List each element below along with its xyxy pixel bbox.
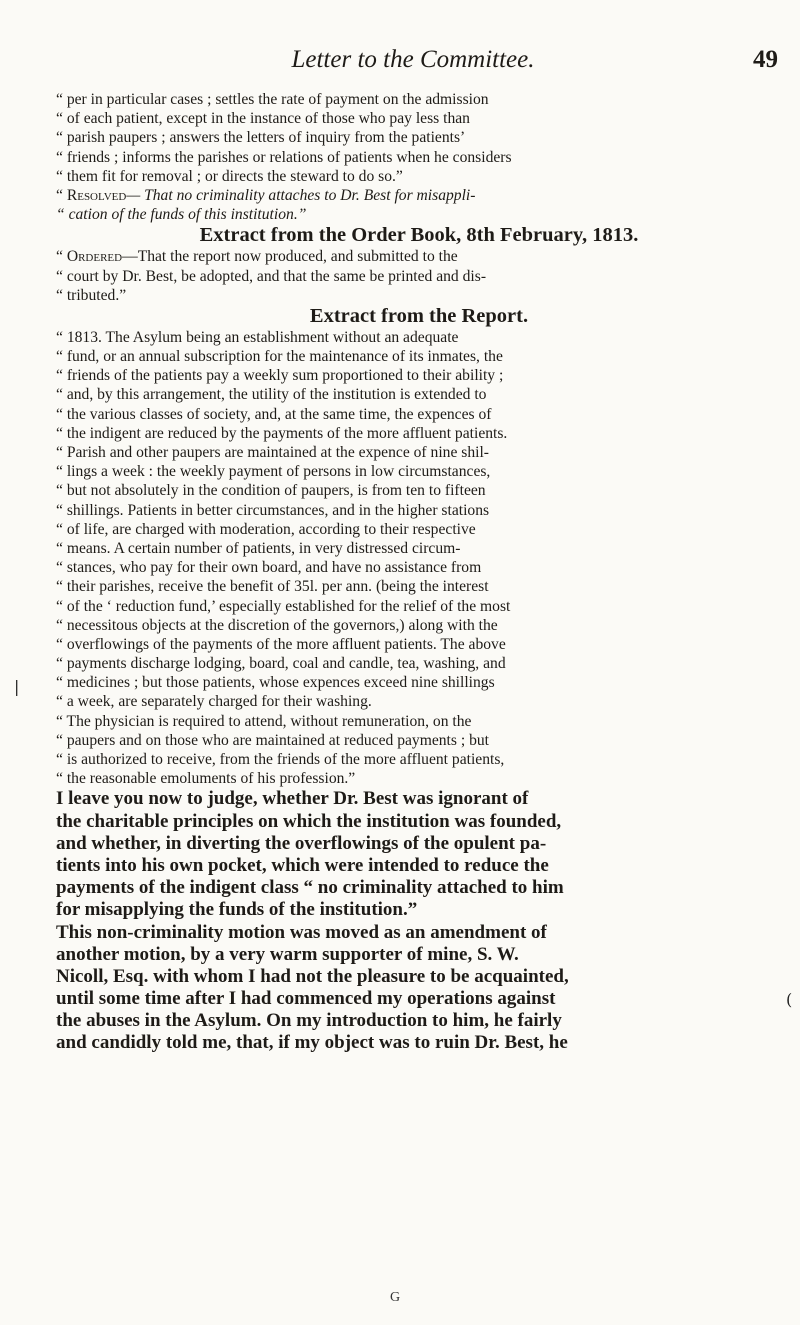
text-line: “ lings a week : the weekly payment of persons in low circumstances, — [56, 463, 491, 481]
text-line-large: tients into his own pocket, which were intended to reduce the — [56, 854, 549, 876]
margin-bracket-mark: | — [14, 677, 20, 696]
text-line-large: I leave you now to judge, whether Dr. Best was ignorant of — [56, 788, 529, 810]
text-line: “ fund, or an annual subscription for the maintenance of its inmates, the — [56, 348, 503, 366]
section-heading-order-book: Extract from the Order Book, 8th February, 1813. — [199, 224, 639, 247]
signature-mark: G — [390, 1290, 401, 1305]
margin-bracket-mark: ( — [786, 990, 793, 1009]
text-line-large: payments of the indigent class “ no criminality attached to him — [56, 877, 564, 899]
text-line-large: the charitable principles on which the institution was founded, — [56, 810, 562, 832]
text-line: “ Parish and other paupers are maintained at the expence of nine shil- — [56, 444, 489, 461]
text-line: “ of the ‘ reduction fund,’ especially established for the relief of the most — [56, 597, 511, 615]
text-line: “ the indigent are reduced by the payments of the more affluent patients. — [56, 424, 508, 442]
text-line-large: and whether, in diverting the overflowings of the opulent pa- — [56, 832, 547, 854]
text-line: “ The physician is required to attend, without remuneration, on the — [56, 712, 472, 730]
page-header — [48, 46, 778, 90]
text-line: “ payments discharge lodging, board, coal and candle, tea, washing, and — [56, 655, 506, 673]
text-line: “ medicines ; but those patients, whose expences exceed nine shillings — [56, 674, 495, 692]
text-line: “ necessitous objects at the discretion of the governors,) along with the — [56, 616, 498, 634]
text-line-large: until some time after I had commenced my operations against — [56, 988, 556, 1010]
resolved-label: “ Resolved — [56, 186, 127, 204]
text-line: “ cation of the funds of this institution.” — [56, 206, 307, 224]
text-line-large: Nicoll, Esq. with whom I had not the pleasure to be acquainted, — [56, 965, 569, 987]
body-text — [56, 90, 782, 1055]
text-line-large: and candidly told me, that, if my object was to ruin Dr. Best, he — [56, 1032, 568, 1054]
ordered-label: “ Ordered — [56, 248, 123, 266]
text-line: “ of each patient, except in the instance of those who pay less than — [56, 110, 470, 128]
text-line-large: for misapplying the funds of the institution.” — [56, 899, 418, 921]
text-line: “ paupers and on those who are maintained at reduced payments ; but — [56, 731, 490, 749]
text-line: “ 1813. The Asylum being an establishment without an adequate — [56, 328, 459, 346]
text-line: “ the reasonable emoluments of his profession.” — [56, 770, 356, 788]
text-line-large: the abuses in the Asylum. On my introduction to him, he fairly — [56, 1010, 562, 1032]
text-line: “ friends of the patients pay a weekly sum proportioned to their ability ; — [56, 367, 504, 385]
text-line: “ but not absolutely in the condition of paupers, is from ten to fifteen — [56, 482, 486, 500]
running-title: Letter to the Committee. — [291, 46, 535, 73]
resolution-text: — That no criminality attaches to Dr. Best for misappli- — [126, 186, 476, 204]
text-line: “ the various classes of society, and, at the same time, the expences of — [56, 405, 492, 423]
text-line: “ friends ; informs the parishes or relations of patients when he considers — [56, 148, 512, 166]
section-heading-report: Extract from the Report. — [309, 304, 529, 327]
text-line: “ is authorized to receive, from the friends of the more affluent patients, — [56, 751, 505, 768]
order-text: —That the report now produced, and submitted to the — [122, 248, 458, 266]
text-line: “ stances, who pay for their own board, and have no assistance from — [56, 559, 482, 577]
text-line: “ and, by this arrangement, the utility of the institution is extended to — [56, 386, 487, 404]
text-line: “ a week, are separately charged for their washing. — [56, 693, 372, 711]
text-line-large: another motion, by a very warm supporter of mine, S. W. — [56, 943, 519, 965]
text-line: “ their parishes, receive the benefit of 35l. per ann. (being the interest — [56, 578, 489, 596]
text-line: “ means. A certain number of patients, in very distressed circum- — [56, 539, 461, 557]
page-number: 49 — [753, 46, 778, 73]
text-line: “ per in particular cases ; settles the rate of payment on the admission — [56, 91, 489, 108]
text-line: “ shillings. Patients in better circumstances, and in the higher stations — [56, 501, 490, 519]
resolution-line — [56, 186, 782, 205]
text-line: “ overflowings of the payments of the more affluent patients. The above — [56, 635, 506, 653]
text-line: “ of life, are charged with moderation, according to their respective — [56, 520, 476, 538]
text-line-large: This non-criminality motion was moved as an amendment of — [56, 921, 547, 943]
text-line: “ tributed.” — [56, 286, 127, 304]
order-line — [56, 247, 782, 266]
text-line: “ court by Dr. Best, be adopted, and that the same be printed and dis- — [56, 267, 487, 285]
text-line: “ them fit for removal ; or directs the steward to do so.” — [56, 167, 403, 185]
text-line: “ parish paupers ; answers the letters of inquiry from the patients’ — [56, 129, 466, 147]
